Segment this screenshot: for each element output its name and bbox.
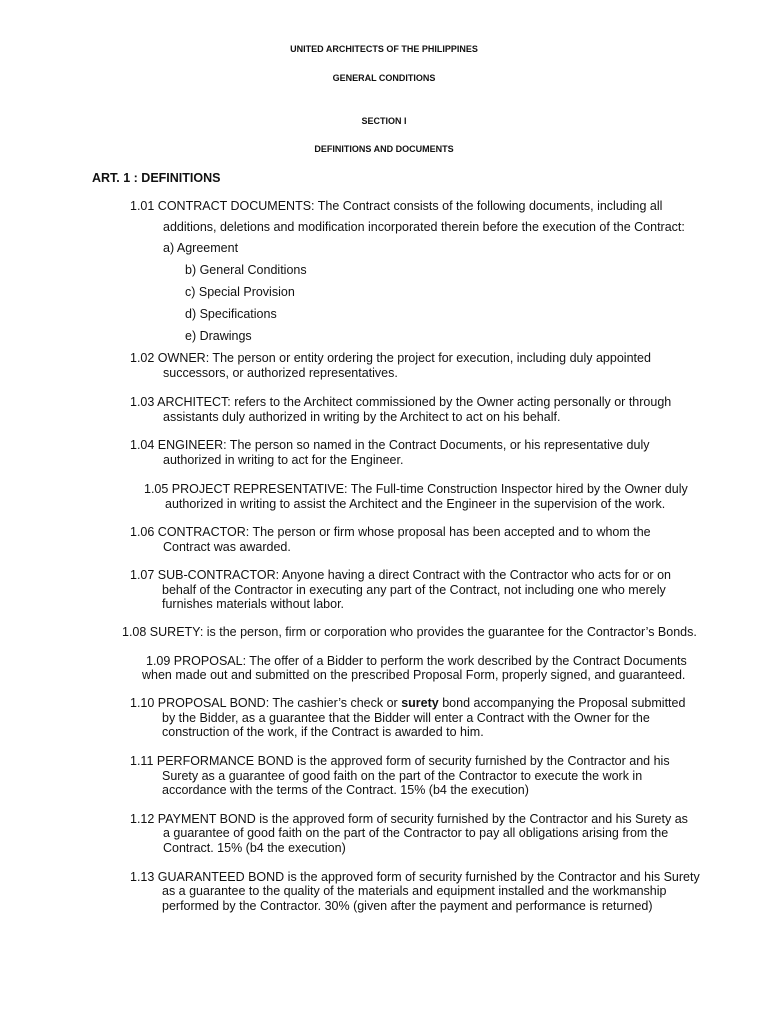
list-item-general-conditions: b) General Conditions xyxy=(185,263,307,277)
definition-1-12-line-1: 1.12 PAYMENT BOND is the approved form of security furnished by the Contractor and his Surety as xyxy=(130,812,688,826)
definition-1-11-line-1: 1.11 PERFORMANCE BOND is the approved form of security furnished by the Contractor and his xyxy=(130,754,670,768)
definition-1-05-line-1: 1.05 PROJECT REPRESENTATIVE: The Full-time Construction Inspector hired by the Owner duly xyxy=(144,482,688,496)
definition-1-10-line-1 xyxy=(130,696,685,711)
definition-1-12-line-2: a guarantee of good faith on the part of the Contractor to pay all obligations arising from the xyxy=(163,826,669,840)
definition-1-01-line-1: 1.01 CONTRACT DOCUMENTS: The Contract consists of the following documents, including all xyxy=(130,199,663,213)
surety-emphasis: surety xyxy=(401,696,439,710)
definition-1-12-line-3: Contract. 15% (b4 the execution) xyxy=(163,841,346,855)
definition-1-08-line-1: 1.08 SURETY: is the person, firm or corporation who provides the guarantee for the Contractor’s Bonds. xyxy=(122,625,697,639)
definition-1-07-line-3: furnishes materials without labor. xyxy=(162,597,345,611)
definition-1-07-line-1: 1.07 SUB-CONTRACTOR: Anyone having a direct Contract with the Contractor who acts for or on xyxy=(130,568,671,582)
section-title: DEFINITIONS AND DOCUMENTS xyxy=(314,144,454,154)
definition-1-03-line-2: assistants duly authorized in writing by the Architect to act on his behalf. xyxy=(163,410,561,424)
definition-1-06-line-2: Contract was awarded. xyxy=(163,540,291,554)
definition-1-01-line-2: additions, deletions and modification incorporated therein before the execution of the Contract: xyxy=(163,220,685,234)
definition-1-10-line-2: by the Bidder, as a guarantee that the Bidder will enter a Contract with the Owner for the xyxy=(162,711,650,725)
section-heading: SECTION I xyxy=(361,116,407,126)
definition-1-09-line-2: when made out and submitted on the prescribed Proposal Form, properly signed, and guaranteed. xyxy=(142,668,686,682)
definition-1-10-line-3: construction of the work, if the Contract is awarded to him. xyxy=(162,725,484,739)
list-item-drawings: e) Drawings xyxy=(185,329,252,343)
definition-1-04-line-1: 1.04 ENGINEER: The person so named in the Contract Documents, or his representative duly xyxy=(130,438,650,452)
definition-1-13-line-2: as a guarantee to the quality of the materials and equipment installed and the workmanship xyxy=(162,884,667,898)
definition-1-06-line-1: 1.06 CONTRACTOR: The person or firm whose proposal has been accepted and to whom the xyxy=(130,525,651,539)
definition-1-05-line-2: authorized in writing to assist the Architect and the Engineer in the supervision of the work. xyxy=(165,497,666,511)
definition-1-13-line-1: 1.13 GUARANTEED BOND is the approved form of security furnished by the Contractor and his Surety xyxy=(130,870,700,884)
definition-1-03-line-1: 1.03 ARCHITECT: refers to the Architect commissioned by the Owner acting personally or through xyxy=(130,395,672,409)
document-title: GENERAL CONDITIONS xyxy=(332,73,436,83)
list-item-agreement: a) Agreement xyxy=(163,241,239,255)
organization-title: UNITED ARCHITECTS OF THE PHILIPPINES xyxy=(290,44,478,54)
definition-1-02-line-1: 1.02 OWNER: The person or entity ordering the project for execution, including duly appointed xyxy=(130,351,651,365)
definition-1-11-line-3: accordance with the terms of the Contract. 15% (b4 the execution) xyxy=(162,783,529,797)
list-item-special-provision: c) Special Provision xyxy=(185,285,295,299)
definition-1-02-line-2: successors, or authorized representatives. xyxy=(163,366,398,380)
definition-1-10-text-b: bond accompanying the Proposal submitted xyxy=(442,696,686,710)
definition-1-13-line-3: performed by the Contractor. 30% (given after the payment and performance is returned) xyxy=(162,899,653,913)
definition-1-04-line-2: authorized in writing to act for the Engineer. xyxy=(163,453,404,467)
definition-1-10-text-a: 1.10 PROPOSAL BOND: The cashier’s check or xyxy=(130,696,398,710)
definition-1-09-line-1: 1.09 PROPOSAL: The offer of a Bidder to perform the work described by the Contract Documents xyxy=(146,654,687,668)
list-item-specifications: d) Specifications xyxy=(185,307,277,321)
definition-1-11-line-2: Surety as a guarantee of good faith on the part of the Contractor to execute the work in xyxy=(162,769,643,783)
definition-1-07-line-2: behalf of the Contractor in executing any part of the Contract, not including one who merely xyxy=(162,583,666,597)
article-heading: ART. 1 : DEFINITIONS xyxy=(92,171,221,185)
